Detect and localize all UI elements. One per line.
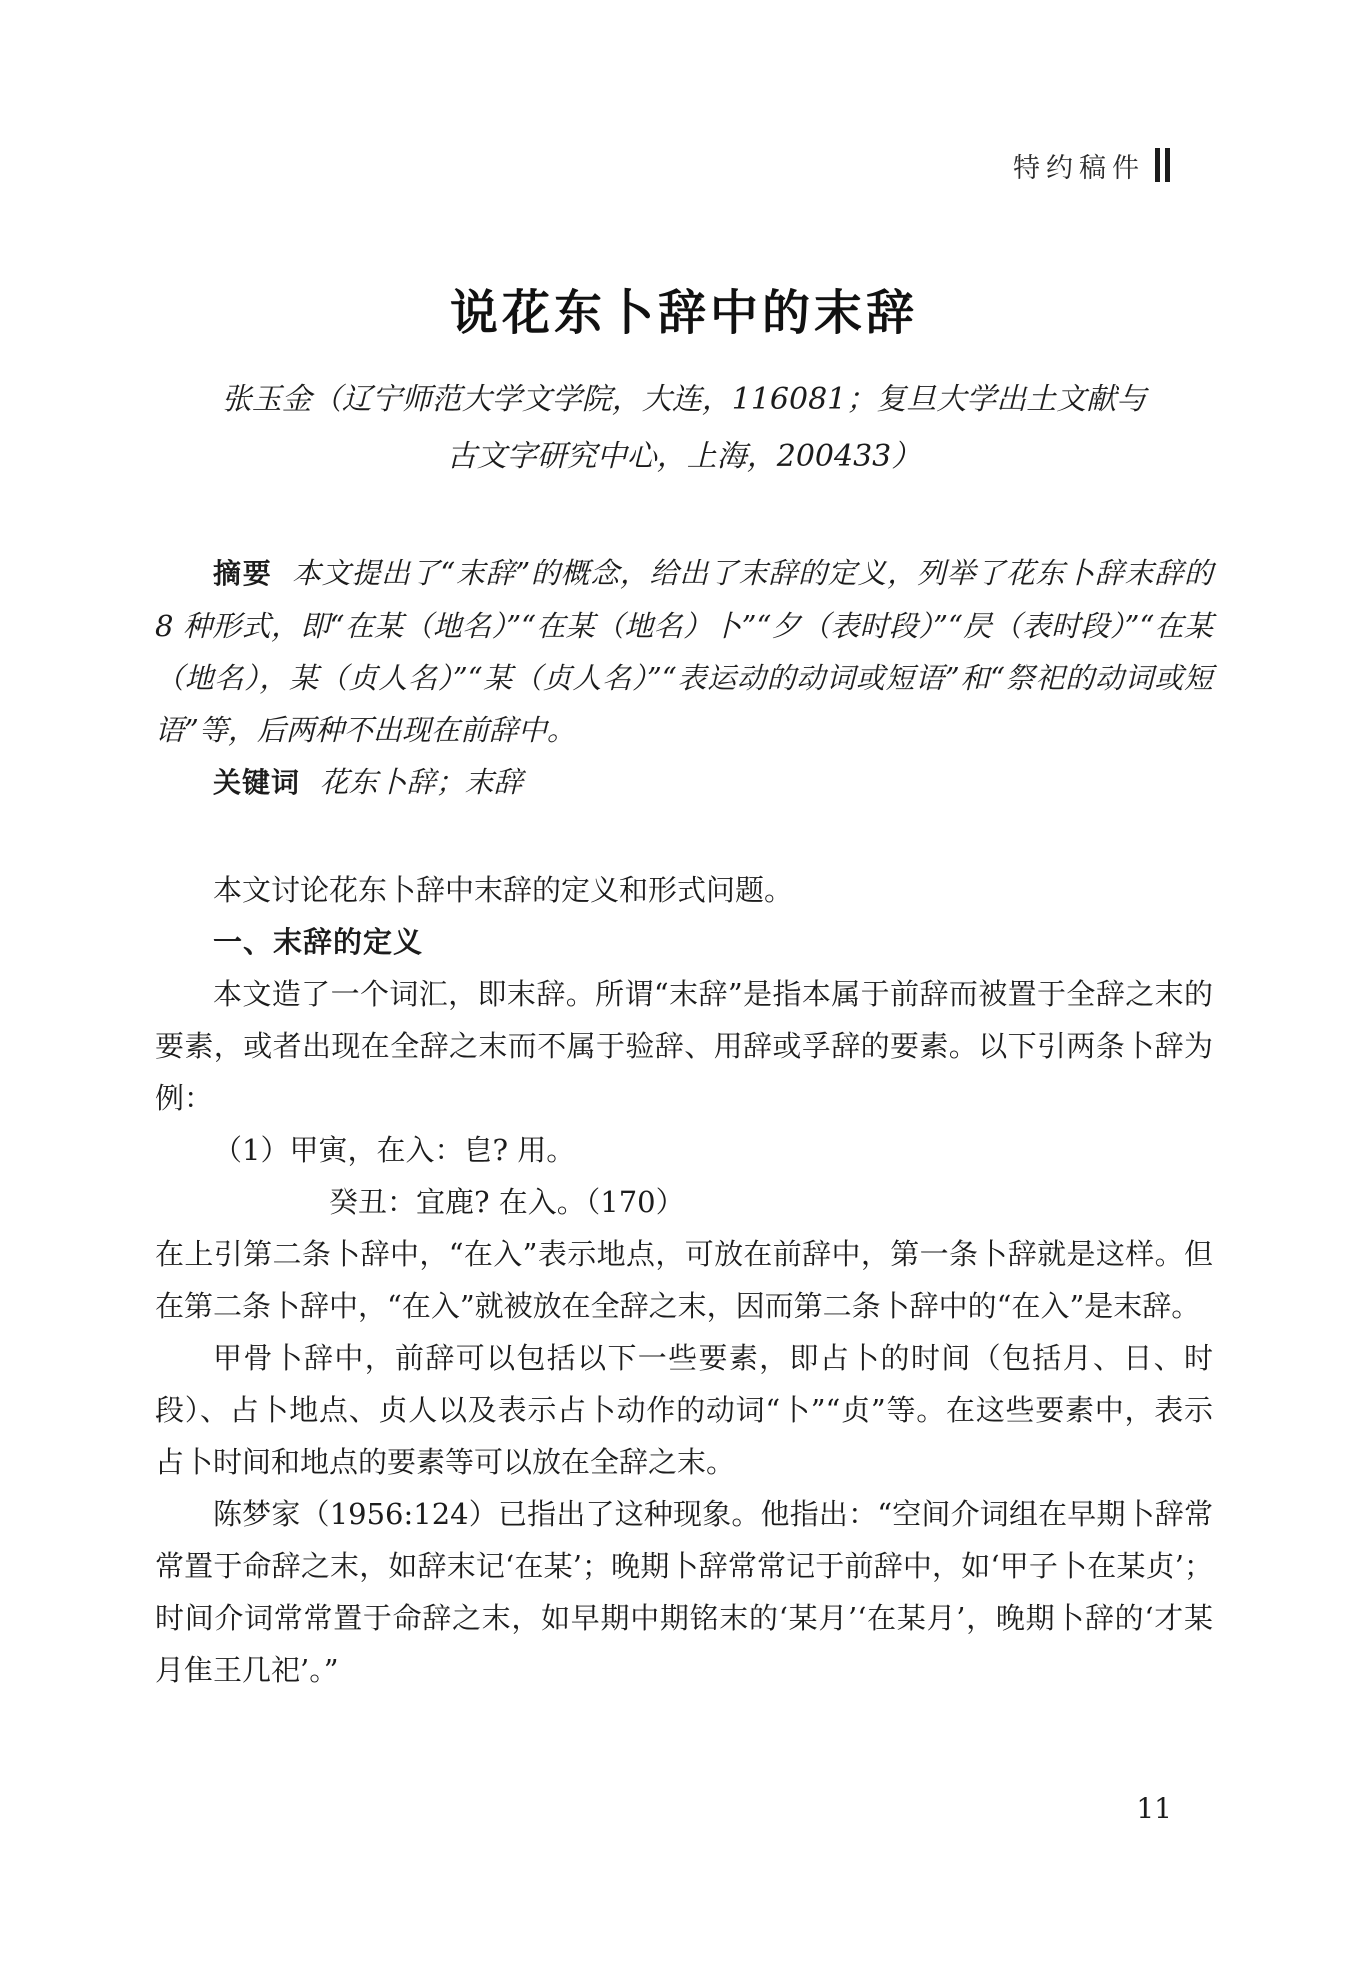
article-body (155, 864, 1213, 1696)
double-bar-icon (1155, 148, 1170, 182)
example-line: 癸丑：宜鹿? 在入。（170） (329, 1185, 685, 1219)
keywords-text: 花东卜辞；末辞 (319, 765, 523, 799)
body-paragraph: 陈梦家（1956:124）已指出了这种现象。他指出：“空间介词组在早期卜辞常常置于命辞之末，如辞末记‘在某’；晚期卜辞常常记于前辞中，如‘甲子卜在某贞’；时间介词常常置于命辞之末，如早期中期铭末的‘某月’‘在某月’，晚期卜辞的‘才某月隹王几祀’。” (155, 1497, 1213, 1687)
author-line-2: 古文字研究中心，上海，200433） (446, 439, 922, 474)
body-paragraph: 本文讨论花东卜辞中末辞的定义和形式问题。 (213, 873, 794, 907)
page-number: 11 (1136, 1792, 1172, 1825)
author-line-1: 张玉金（辽宁师范大学文学院，大连，116081；复旦大学出土文献与 (221, 382, 1147, 417)
keywords-line (155, 756, 1213, 809)
body-paragraph: 本文造了一个词汇，即末辞。所谓“末辞”是指本属于前辞而被置于全辞之末的要素，或者出现在全辞之末而不属于验辞、用辞或孚辞的要素。以下引两条卜辞为例： (155, 977, 1213, 1115)
running-header (0, 0, 1368, 182)
author-affiliation (155, 371, 1213, 485)
example-line: （1）甲寅，在入：皀? 用。 (213, 1133, 576, 1167)
article-title: 说花东卜辞中的末辞 (449, 285, 918, 341)
abstract-text: 本文提出了“末辞”的概念，给出了末辞的定义，列举了花东卜辞末辞的 8 种形式，即“在某（地名）”“在某（地名）卜”“夕（表时段）”“昃（表时段）”“在某（地名），某（贞人名）”“某（贞人名）”“表运动的动词或短语”和“祭祀的动词或短语”等，后两种不出现在前辞中。 (155, 556, 1213, 747)
abstract-paragraph (155, 547, 1213, 756)
body-paragraph: 甲骨卜辞中，前辞可以包括以下一些要素，即占卜的时间（包括月、日、时段）、占卜地点、贞人以及表示占卜动作的动词“卜”“贞”等。在这些要素中，表示占卜时间和地点的要素等可以放在全辞之末。 (155, 1341, 1213, 1479)
abstract-label: 摘要 (213, 557, 273, 590)
body-paragraph: 在上引第二条卜辞中，“在入”表示地点，可放在前辞中，第一条卜辞就是这样。但在第二条卜辞中，“在入”就被放在全辞之末，因而第二条卜辞中的“在入”是末辞。 (155, 1237, 1213, 1323)
section-heading: 一、末辞的定义 (213, 925, 424, 959)
article-content (0, 274, 1368, 1696)
keywords-label: 关键词 (213, 766, 301, 799)
column-label: 特约稿件 (1013, 152, 1145, 184)
